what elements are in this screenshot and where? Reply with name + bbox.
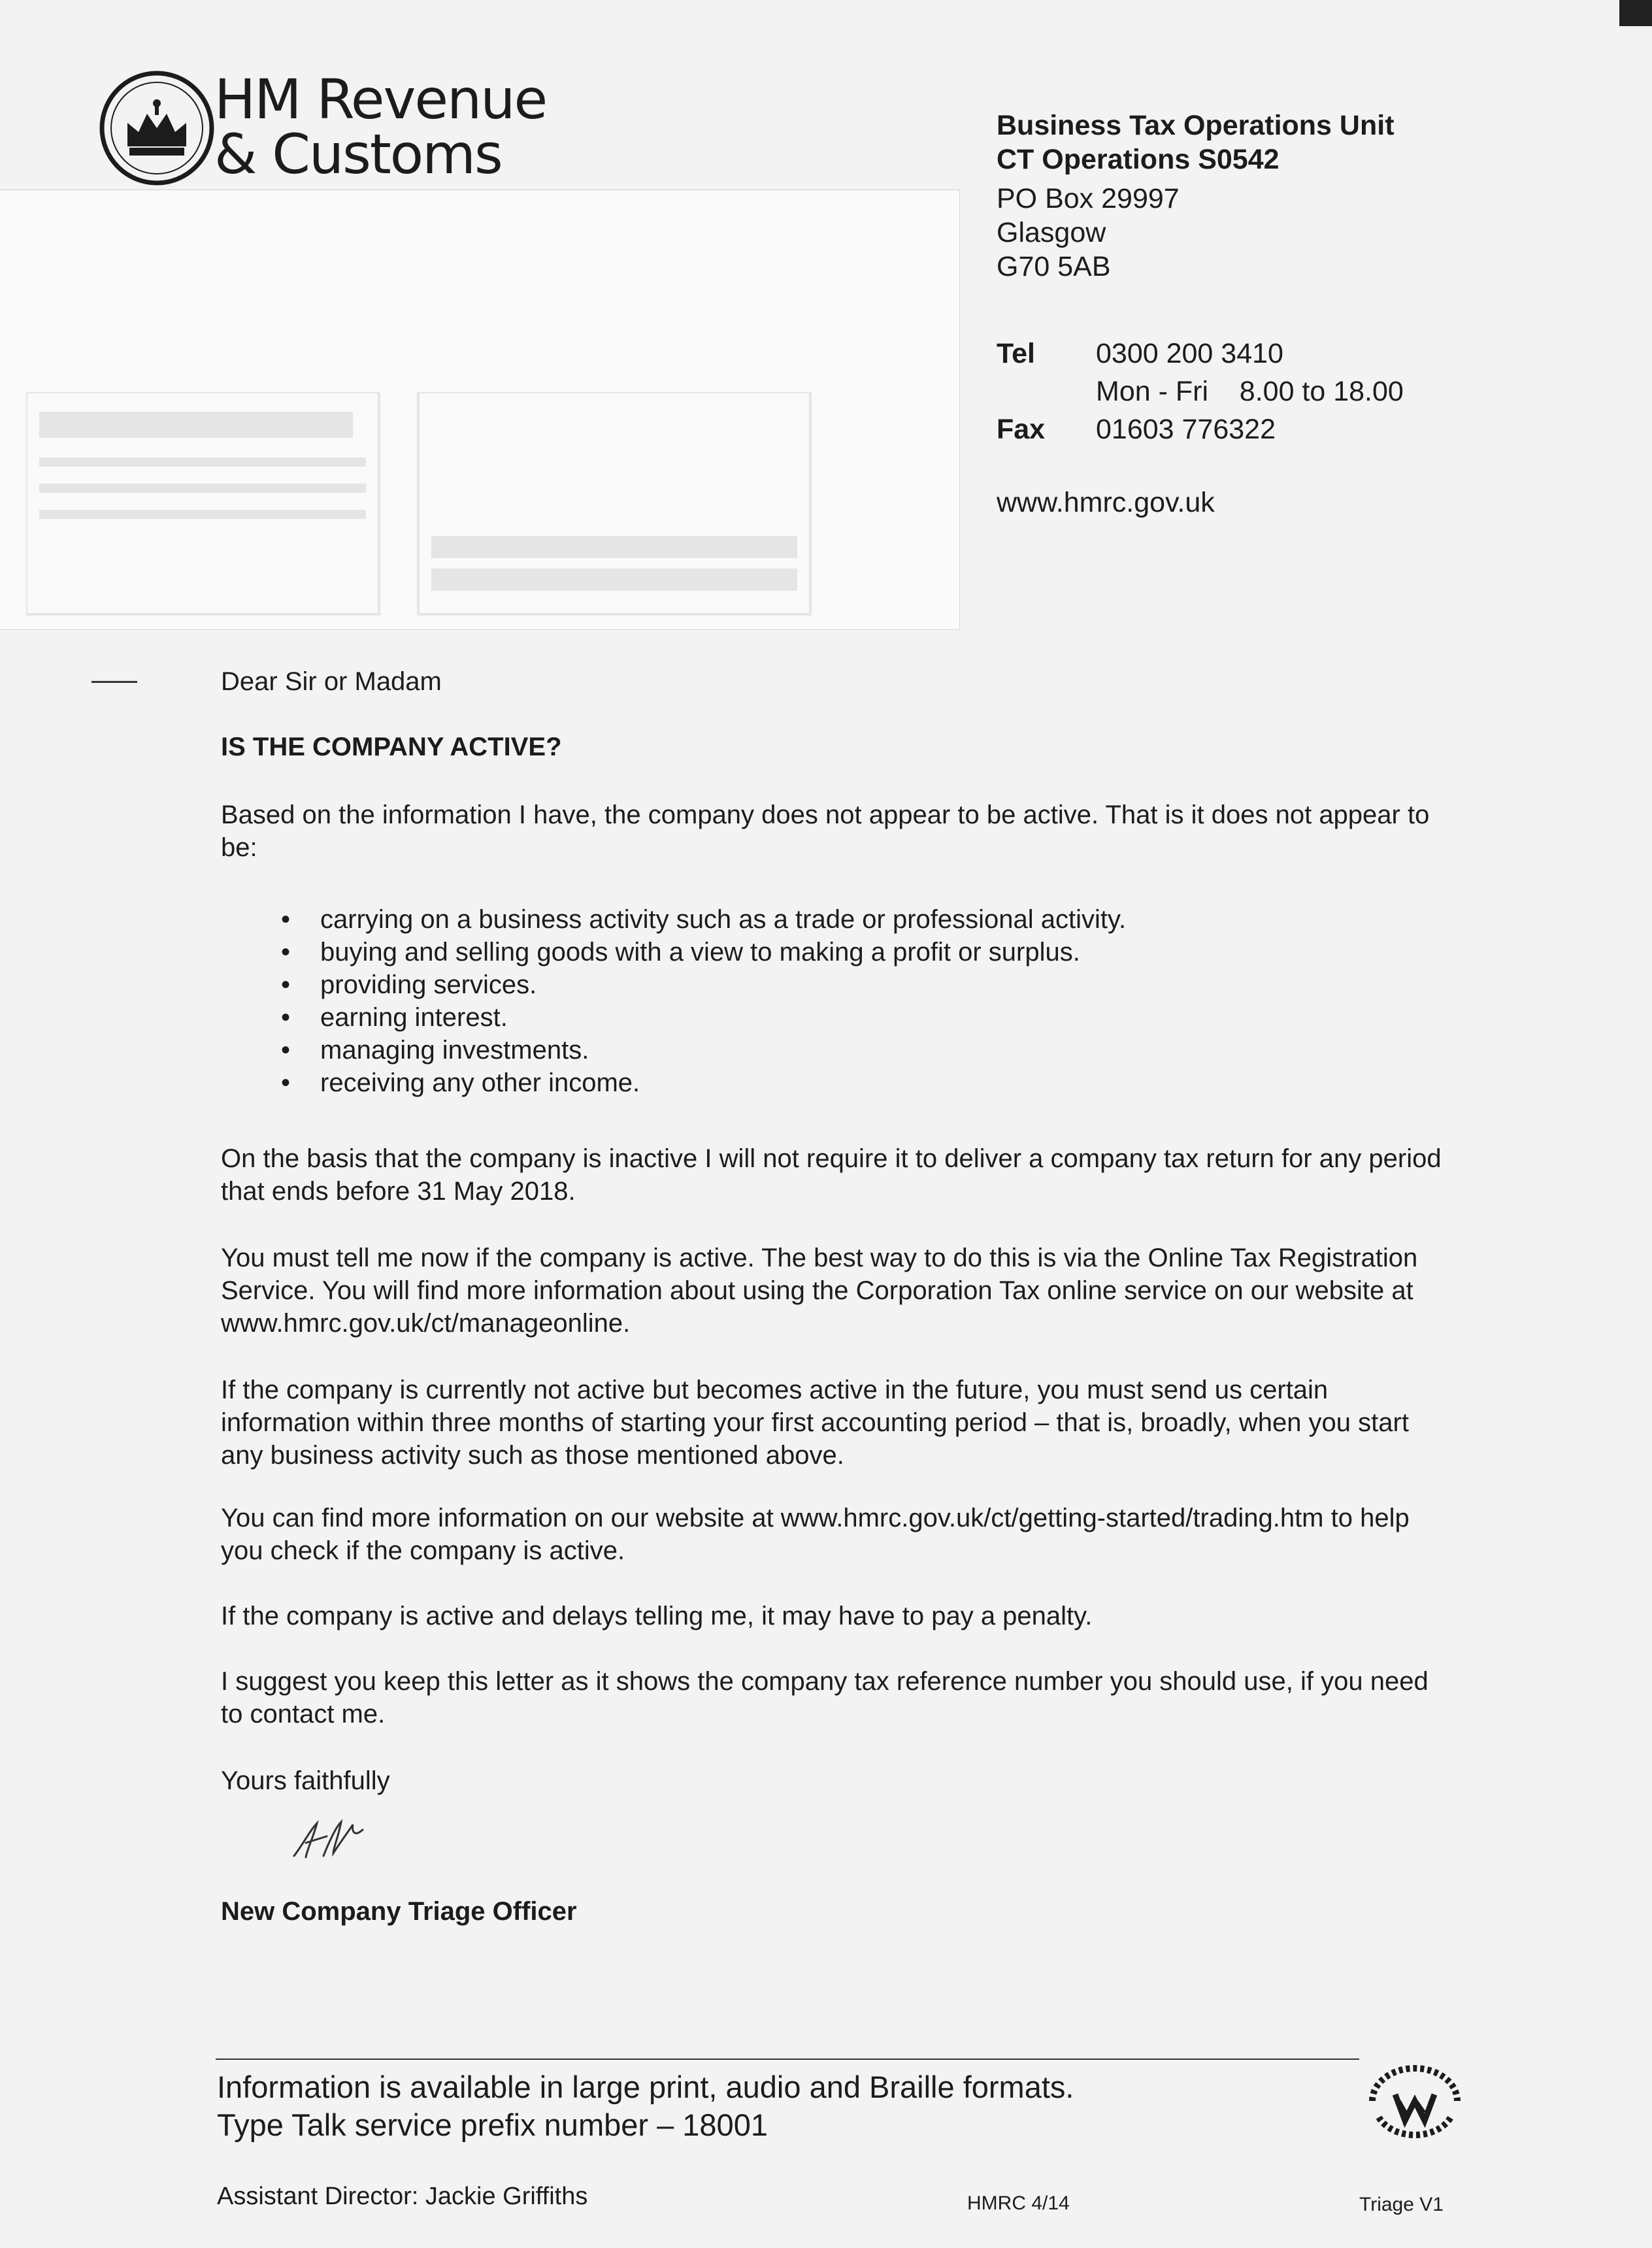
office-hours: Mon - Fri 8.00 to 18.00 bbox=[1096, 376, 1404, 407]
handwritten-signature bbox=[288, 1810, 372, 1862]
closing: Yours faithfully bbox=[221, 1766, 390, 1795]
form-version: Triage V1 bbox=[1359, 2194, 1444, 2215]
list-item: • managing investments. bbox=[221, 1034, 1462, 1066]
positive-about-disabled-people-badge bbox=[1359, 2065, 1470, 2143]
address-line: PO Box 29997 bbox=[997, 183, 1180, 214]
crown-crest-icon bbox=[98, 69, 216, 187]
sender-address bbox=[997, 108, 1395, 284]
list-item: • receiving any other income. bbox=[221, 1066, 1462, 1099]
list-item: • carrying on a business activity such as a trade or professional activity. bbox=[221, 903, 1462, 936]
scan-edge-mark bbox=[1619, 0, 1652, 26]
paragraph: If the company is active and delays telling me, it may have to pay a penalty. bbox=[221, 1602, 1093, 1630]
fax-number: 01603 776322 bbox=[1096, 414, 1276, 445]
salutation: Dear Sir or Madam bbox=[221, 667, 442, 696]
letter-heading: IS THE COMPANY ACTIVE? bbox=[221, 733, 562, 761]
logo-line-2: & Customs bbox=[214, 122, 502, 186]
form-reference: HMRC 4/14 bbox=[967, 2192, 1070, 2214]
info-line: Type Talk service prefix number – 18001 bbox=[217, 2108, 768, 2142]
tel-number: 0300 200 3410 bbox=[1096, 338, 1283, 369]
info-line: Information is available in large print, audio and Braille formats. bbox=[217, 2070, 1074, 2104]
show-through-print bbox=[26, 392, 823, 621]
address-line: G70 5AB bbox=[997, 251, 1111, 282]
unit-name: Business Tax Operations Unit bbox=[997, 110, 1395, 141]
list-item: • buying and selling goods with a view to making a profit or surplus. bbox=[221, 936, 1462, 968]
tel-label: Tel bbox=[997, 338, 1035, 369]
paragraph: You must tell me now if the company is active. The best way to do this is via the Online Tax Registration Service. You will find more information about using the Corporation Tax online service on our website at www.hmrc.gov.uk/ct/manageonline. bbox=[221, 1244, 1418, 1338]
paragraph: On the basis that the company is inactive I will not require it to deliver a company tax return for any period that ends before 31 May 2018. bbox=[221, 1144, 1442, 1206]
paragraph: You can find more information on our website at www.hmrc.gov.uk/ct/getting-started/trading.htm to help you check if the company is active. bbox=[221, 1504, 1410, 1565]
office-name: CT Operations S0542 bbox=[997, 144, 1280, 175]
website-link: www.hmrc.gov.uk bbox=[997, 487, 1215, 518]
activity-list bbox=[221, 903, 1462, 1099]
signatory-title: New Company Triage Officer bbox=[221, 1897, 577, 1926]
paragraph: I suggest you keep this letter as it shows the company tax reference number you should use, if you need to contact me. bbox=[221, 1667, 1429, 1728]
list-item: • providing services. bbox=[221, 968, 1462, 1001]
logo-line-1: HM Revenue bbox=[214, 67, 547, 131]
footer-divider bbox=[216, 2058, 1359, 2060]
paragraph: If the company is currently not active but becomes active in the future, you must send us certain information within three months of starting your first accounting period – that is, broadly, when you start any business activity such as those mentioned above. bbox=[221, 1376, 1409, 1470]
fax-label: Fax bbox=[997, 414, 1046, 445]
accessibility-info bbox=[217, 2068, 1074, 2144]
fold-mark bbox=[91, 681, 137, 683]
intro-paragraph: Based on the information I have, the company does not appear to be active. That is it does not appear to be: bbox=[221, 801, 1430, 862]
address-line: Glasgow bbox=[997, 217, 1106, 248]
assistant-director: Assistant Director: Jackie Griffiths bbox=[217, 2183, 588, 2210]
list-item: • earning interest. bbox=[221, 1001, 1462, 1034]
